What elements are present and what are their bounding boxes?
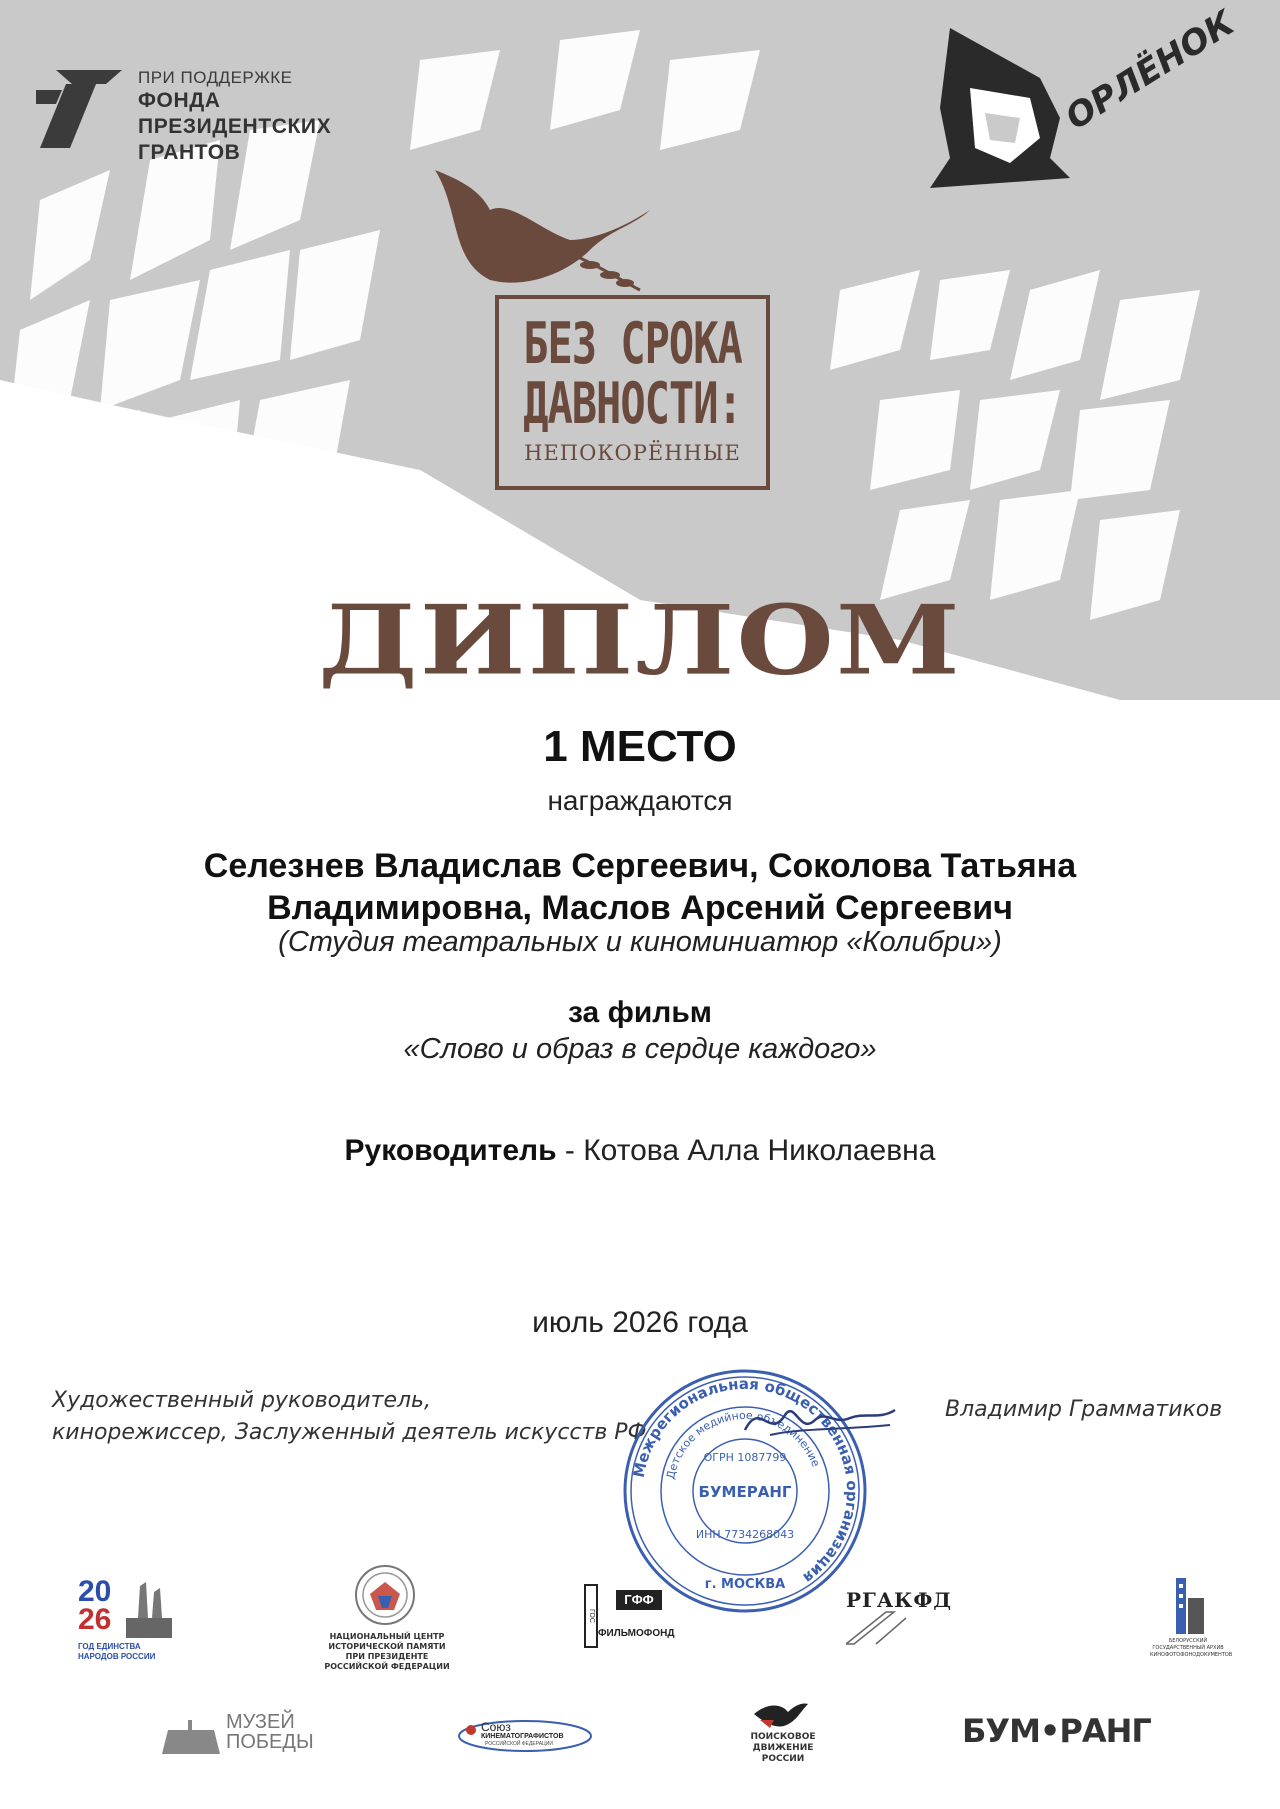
for-film-label: за фильм: [568, 996, 712, 1029]
orlyonok-logo: [930, 3, 1242, 198]
union-line1: Союз: [481, 1720, 511, 1734]
eagle-emblem-icon: [352, 1564, 418, 1626]
year-of-unity-logo: [78, 1575, 182, 1670]
awardee-names-line1: Селезнев Владислав Сергеевич, Соколова Татьяна: [203, 847, 1077, 885]
filmmakers-union-logo: [455, 1714, 595, 1754]
signer-title: [52, 1385, 672, 1449]
belarus-caption: БЕЛОРУССКИЙ ГОСУДАРСТВЕННЫЙ АРХИВ КИНОФОТОФОНОДОКУМЕНТОВ: [1150, 1638, 1233, 1658]
bird-icon: [754, 1700, 808, 1730]
studio-name: (Студия театральных и киноминиатюр «Колибри»): [278, 926, 1002, 958]
stamp-ogrn: ОГРН 1087799: [703, 1451, 787, 1464]
museum-line2: ПОБЕДЫ: [226, 1731, 314, 1753]
gff-box: ГФФ: [616, 1590, 662, 1610]
film-title: «Слово и образ в сердце каждого»: [403, 1033, 877, 1065]
boomerang-logo: [962, 1712, 1151, 1758]
rgakfd-text: РГАКФД: [846, 1588, 953, 1612]
grant-logo-line1: ПРИ ПОДДЕРЖКЕ: [138, 68, 293, 87]
year-top: 20: [78, 1575, 112, 1608]
emblem-line3: НЕПОКОРЁННЫЕ: [524, 441, 741, 465]
grants-fund-icon: [36, 70, 122, 148]
project-emblem: [420, 170, 800, 510]
year-caption-line2: НАРОДОВ РОССИИ: [78, 1652, 156, 1661]
boomerang-text: БУМ•РАНГ: [962, 1712, 1151, 1750]
stamp-city: г. МОСКВА: [704, 1577, 786, 1592]
pioneer-head-icon: [930, 28, 1080, 193]
search-line2: ДВИЖЕНИЕ: [752, 1743, 814, 1753]
leader-separator: -: [556, 1134, 584, 1167]
place-heading: 1 МЕСТО: [543, 722, 737, 771]
grant-logo-line2: ФОНДА: [138, 89, 221, 112]
history-center-line3: ПРИ ПРЕЗИДЕНТЕ: [345, 1652, 429, 1661]
history-center-line1: НАЦИОНАЛЬНЫЙ ЦЕНТР: [329, 1632, 445, 1641]
stamp-inn: ИНН 7734268043: [695, 1528, 795, 1541]
grant-logo-line3: ПРЕЗИДЕНТСКИХ: [138, 115, 332, 138]
history-center-line4: РОССИЙСКОЙ ФЕДЕРАЦИИ: [324, 1662, 450, 1671]
gosfilmofond-logo: [584, 1584, 692, 1644]
stamp-center: БУМЕРАНГ: [698, 1483, 792, 1501]
union-line2: КИНЕМАТОГРАФИСТОВ: [481, 1733, 564, 1740]
leader-line: [0, 1134, 1280, 1168]
monument-icon: [118, 1578, 180, 1638]
stamp-inner-text: Детское медийное объединение: [663, 1408, 823, 1481]
awardee-names-line2: Владимировна, Маслов Арсений Сергеевич: [267, 889, 1013, 927]
film-strip-icon: [846, 1610, 956, 1646]
signer-name: Владимир Грамматиков: [945, 1397, 1223, 1422]
victory-museum-logo: [160, 1708, 314, 1758]
rgakfd-logo: [846, 1588, 976, 1648]
belarus-archive-logo: [1150, 1578, 1233, 1658]
orlyonok-text: ОРЛЁНОК: [1058, 3, 1242, 139]
union-line3: РОССИЙСКОЙ ФЕДЕРАЦИИ: [485, 1741, 553, 1747]
archive-building-icon: [1162, 1578, 1212, 1634]
issue-date: июль 2026 года: [532, 1306, 748, 1339]
gff-text: ФИЛЬМОФОНД: [598, 1628, 675, 1639]
signer-title-line1: Художественный руководитель,: [52, 1388, 431, 1413]
emblem-line1: БЕЗ СРОКА: [523, 310, 742, 377]
emblem-line2: ДАВНОСТИ:: [523, 370, 742, 437]
history-center-logo: [322, 1564, 452, 1674]
emblem-frame: [495, 295, 770, 490]
search-movement-logo: [738, 1700, 828, 1770]
search-line1: ПОИСКОВОЕ: [750, 1732, 816, 1742]
gff-vertical-label: ГОС: [584, 1584, 598, 1648]
presidential-grants-logo: [36, 62, 376, 182]
signer-title-line2: кинорежиссер, Заслуженный деятель искусств РФ: [52, 1420, 647, 1445]
handwritten-signature: [740, 1390, 900, 1450]
diploma-title: ДИПЛОМ: [318, 584, 962, 697]
grant-logo-line4: ГРАНТОВ: [138, 141, 241, 164]
leader-name: Котова Алла Николаевна: [583, 1134, 936, 1167]
museum-line1: МУЗЕЙ: [226, 1711, 295, 1733]
history-center-line2: ИСТОРИЧЕСКОЙ ПАМЯТИ: [328, 1642, 446, 1651]
stamp-outer-text: Межрегиональная общественная организация: [629, 1374, 862, 1587]
awarded-text: награждаются: [547, 785, 733, 816]
year-caption-line1: ГОД ЕДИНСТВА: [78, 1642, 141, 1651]
year-bottom: 26: [78, 1603, 112, 1636]
search-line3: РОССИИ: [761, 1754, 805, 1764]
awardee-names: [120, 845, 1160, 929]
leader-label: Руководитель: [344, 1134, 557, 1167]
museum-building-icon: [160, 1720, 222, 1756]
